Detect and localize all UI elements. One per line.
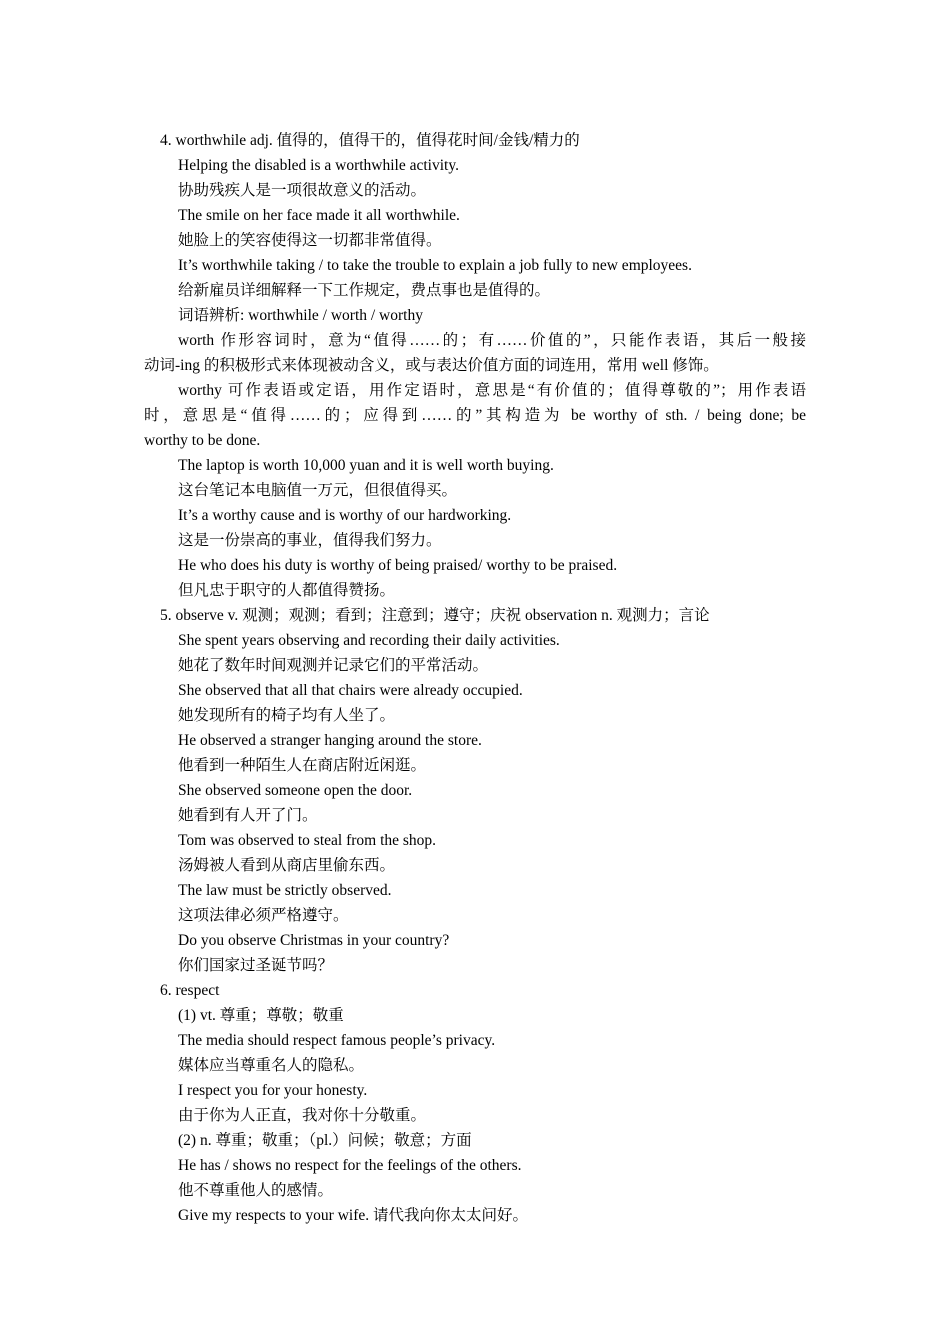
worth-explanation-line1: worth 作形容词时，意为“值得……的；有……价值的”，只能作表语，其后一般接 xyxy=(178,332,806,349)
translation-line: 这项法律必须严格遵守。 xyxy=(178,907,349,924)
example-line: Helping the disabled is a worthwhile activity. xyxy=(178,157,459,174)
document-content xyxy=(144,128,806,1228)
entry-heading-respect: 6. respect xyxy=(160,982,220,999)
example-line: He has / shows no respect for the feelings of the others. xyxy=(178,1157,522,1174)
translation-line: 她发现所有的椅子均有人坐了。 xyxy=(178,707,396,724)
translation-line: 他不尊重他人的感情。 xyxy=(178,1182,334,1199)
translation-line: 她花了数年时间观测并记录它们的平常活动。 xyxy=(178,657,489,674)
translation-line: 由于你为人正直，我对你十分敬重。 xyxy=(178,1107,427,1124)
example-line: The smile on her face made it all worthwhile. xyxy=(178,207,460,224)
translation-line: 但凡忠于职守的人都值得赞扬。 xyxy=(178,582,396,599)
example-line: It’s worthwhile taking / to take the trouble to explain a job fully to new employees. xyxy=(178,257,692,274)
example-line: Give my respects to your wife. 请代我向你太太问好。 xyxy=(178,1207,528,1224)
translation-line: 她看到有人开了门。 xyxy=(178,807,318,824)
worthy-explanation-line1: worthy 可作表语或定语，用作定语时，意思是“有价值的；值得尊敬的”；用作表语 xyxy=(178,382,806,399)
example-line: She observed someone open the door. xyxy=(178,782,413,799)
example-line: The law must be strictly observed. xyxy=(178,882,392,899)
translation-line: 协助残疾人是一项很故意义的活动。 xyxy=(178,182,427,199)
example-line: I respect you for your honesty. xyxy=(178,1082,368,1099)
sense-heading-noun: (2) n. 尊重；敬重；（pl.）问候；敬意；方面 xyxy=(178,1132,472,1149)
worth-explanation-line2: 动词-ing 的积极形式来体现被动含义，或与表达价值方面的词连用，常用 well 修饰。 xyxy=(144,357,719,374)
translation-line: 给新雇员详细解释一下工作规定，费点事也是值得的。 xyxy=(178,282,551,299)
example-line: He who does his duty is worthy of being praised/ worthy to be praised. xyxy=(178,557,618,574)
translation-line: 你们国家过圣诞节吗？ xyxy=(178,957,334,974)
translation-line: 媒体应当尊重名人的隐私。 xyxy=(178,1057,365,1074)
translation-line: 这是一份崇高的事业，值得我们努力。 xyxy=(178,532,442,549)
translation-line: 汤姆被人看到从商店里偷东西。 xyxy=(178,857,396,874)
translation-line: 这台笔记本电脑值一万元，但很值得买。 xyxy=(178,482,458,499)
example-line: He observed a stranger hanging around the store. xyxy=(178,732,482,749)
example-line: It’s a worthy cause and is worthy of our hardworking. xyxy=(178,507,512,524)
worthy-explanation-line2: 时，意思是“值得……的；应得到……的”其构造为 be worthy of sth. / being done; be xyxy=(144,407,806,424)
sense-heading-verb: (1) vt. 尊重；尊敬；敬重 xyxy=(178,1007,344,1024)
example-line: Do you observe Christmas in your country? xyxy=(178,932,450,949)
example-line: The laptop is worth 10,000 yuan and it is well worth buying. xyxy=(178,457,554,474)
example-line: She spent years observing and recording their daily activities. xyxy=(178,632,560,649)
example-line: The media should respect famous people’s privacy. xyxy=(178,1032,496,1049)
word-analysis-heading: 词语辨析: worthwhile / worth / worthy xyxy=(178,307,423,324)
entry-heading-observe: 5. observe v. 观测；观测；看到；注意到；遵守；庆祝 observation n. 观测力；言论 xyxy=(160,607,710,624)
example-line: She observed that all that chairs were already occupied. xyxy=(178,682,523,699)
translation-line: 他看到一种陌生人在商店附近闲逛。 xyxy=(178,757,427,774)
worthy-explanation-line3: worthy to be done. xyxy=(144,432,261,449)
example-line: Tom was observed to steal from the shop. xyxy=(178,832,437,849)
translation-line: 她脸上的笑容使得这一切都非常值得。 xyxy=(178,232,442,249)
entry-heading-worthwhile: 4. worthwhile adj. 值得的，值得干的，值得花时间/金钱/精力的 xyxy=(160,132,580,149)
